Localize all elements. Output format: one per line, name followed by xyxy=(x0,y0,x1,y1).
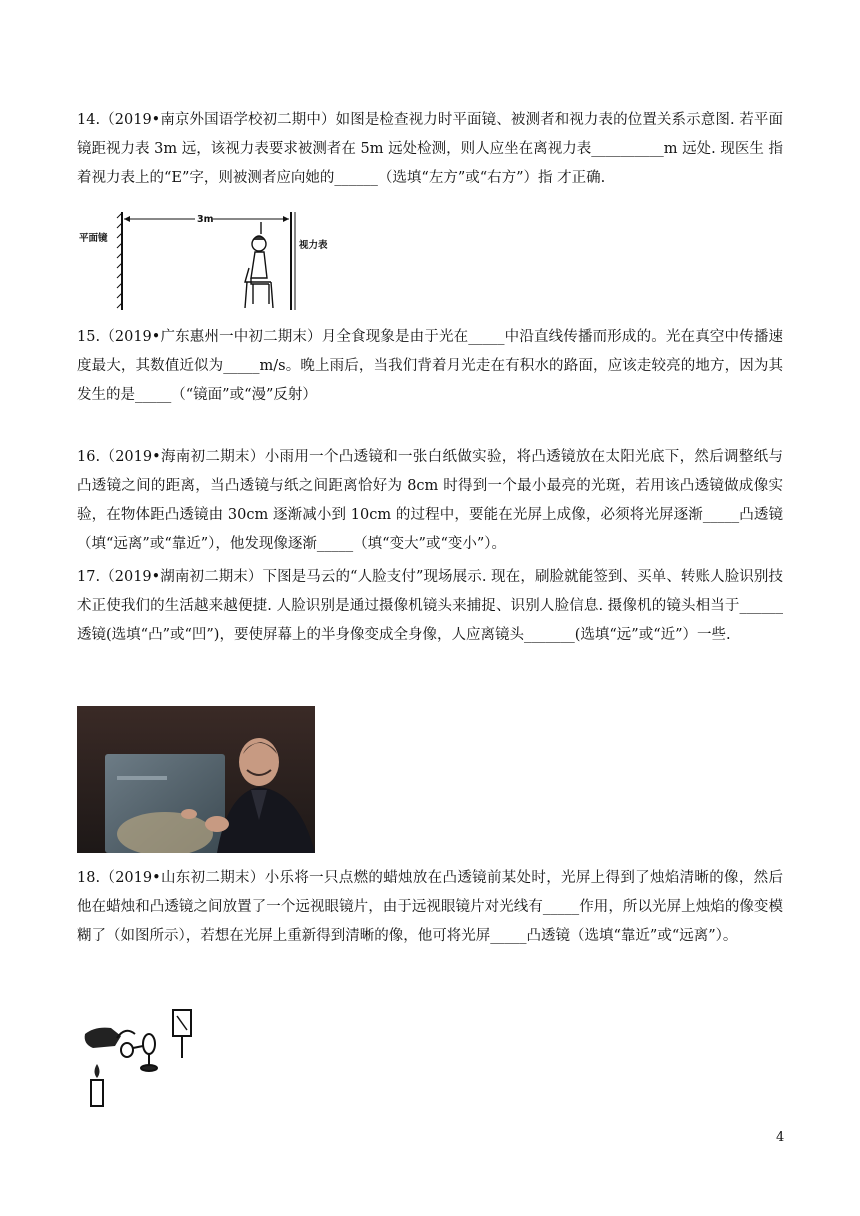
page-number: 4 xyxy=(776,1130,785,1145)
figure-18-diagram xyxy=(77,1000,203,1110)
figure-14-diagram xyxy=(77,204,337,316)
question-18: 18.（2019•山东初二期末）小乐将一只点燃的蜡烛放在凸透镜前某处时，光屏上得到了烛焰清晰的像，然后他在蜡烛和凸透镜之间放置了一个远视眼镜片，由于远视眼镜片对光线有_____作用，所以光屏上烛焰的像变模糊了（如图所示），若想在光屏上重新得到清晰的像，他可将光屏_____凸透镜（选填“靠近”或“远离”）。 xyxy=(77,870,783,944)
question-16: 16.（2019•海南初二期末）小雨用一个凸透镜和一张白纸做实验，将凸透镜放在太阳光底下，然后调整纸与凸透镜之间的距离，当凸透镜与纸之间距离恰好为 8cm 时得到一个最小最亮的光斑，若用该凸透镜做成像实验，在物体距凸透镜由 30cm 逐渐减小到 10cm 的过程中，要能在光屏上成像，必须将光屏逐渐_____凸透镜（填“远离”或“靠近”），他发现像逐渐_____（填“变大”或“变小”）。 xyxy=(77,449,783,552)
person-icon xyxy=(245,222,273,308)
question-17: 17.（2019•湖南初二期末）下图是马云的“人脸支付”现场展示. 现在，刷脸就能签到、买单、转账人脸识别技术正使我们的生活越来越便捷. 人脸识别是通过摄像机镜头来捕捉、识别人脸信息. 摄像机的镜头相当于______透镜(选填“凸”或“凹”)，要使屏幕上的半身像变成全身像，人应离镜头_______(选填“远”或“近”）一些. xyxy=(77,569,783,643)
figure-17-photo xyxy=(77,706,315,853)
eye-chart-label: 视力表 xyxy=(299,240,328,251)
question-14: 14.（2019•南京外国语学校初二期中）如图是检查视力时平面镜、被测者和视力表的位置关系示意图. 若平面镜距视力表 3m 远，该视力表要求被测者在 5m 远处检测，则人应坐在离视力表__________m 远处. 现医生 指着视力表上的“E”字，则被测者应向她的______（选填“左方”或“右方”）指 才正确. xyxy=(77,112,783,186)
mirror-label: 平面镜 xyxy=(79,233,108,244)
distance-label: 3m xyxy=(197,214,214,225)
question-15: 15.（2019•广东惠州一中初二期末）月全食现象是由于光在_____中沿直线传播而形成的。光在真空中传播速度最大，其数值近似为_____m/s。晚上雨后，当我们背着月光走在有积水的路面，应该走较亮的地方，因为其发生的是_____（“镜面”或“漫”反射） xyxy=(77,329,783,403)
